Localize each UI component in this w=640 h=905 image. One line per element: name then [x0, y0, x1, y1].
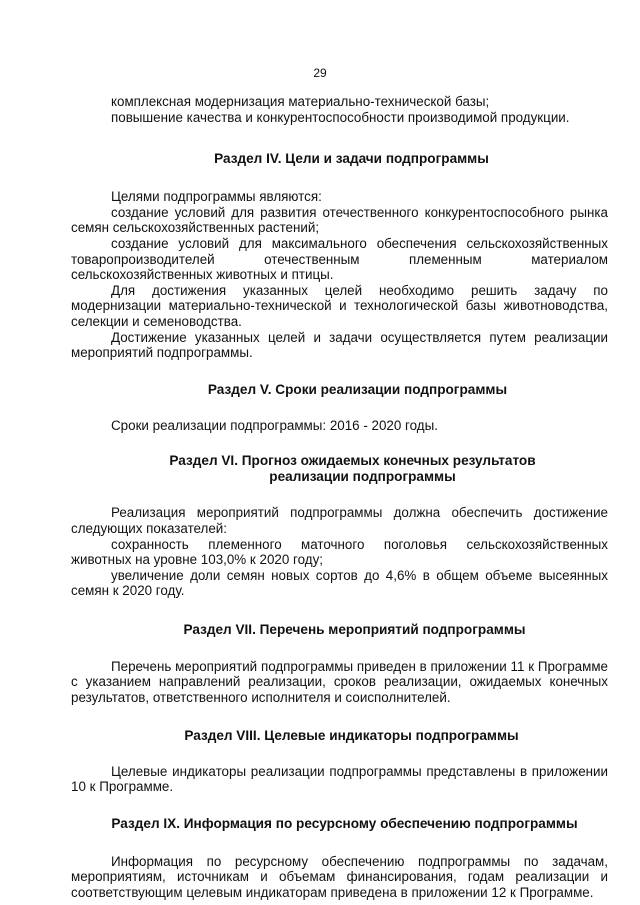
section-8-heading: Раздел VIII. Целевые индикаторы подпрограммы: [184, 727, 519, 743]
section-9-heading: Раздел IX. Информация по ресурсному обеспечению подпрограммы: [111, 815, 578, 831]
section-5-heading: Раздел V. Сроки реализации подпрограммы: [207, 381, 508, 397]
paragraph: Перечень мероприятий подпрограммы приведен в приложении 11 к Программе с указанием направлений реализации, сроков реализации, ожидаемых конечных результатов, ответственного исполнителя и соисполнителей.: [71, 658, 608, 706]
paragraph: Сроки реализации подпрограммы: 2016 - 2020 годы.: [111, 417, 438, 433]
section-7-heading: Раздел VII. Перечень мероприятий подпрограммы: [183, 621, 526, 637]
section-4-heading: Раздел IV. Цели и задачи подпрограммы: [214, 151, 489, 167]
paragraph: Достижение указанных целей и задачи осуществляется путем реализации мероприятий подпрограммы.: [71, 329, 608, 361]
intro-list: [71, 94, 608, 125]
paragraph: создание условий для развития отечественного конкурентоспособного рынка семян сельскохозяйственных растений;: [71, 204, 608, 236]
paragraph: Целями подпрограммы являются:: [111, 189, 322, 205]
paragraph: Для достижения указанных целей необходимо решить задачу по модернизации материально-технической и технологической базы животноводства, селекции и семеноводства.: [71, 282, 608, 329]
paragraph: Реализация мероприятий подпрограммы должна обеспечить достижение следующих показателей:: [71, 505, 608, 536]
section-6-heading: [71, 453, 608, 485]
paragraph: сохранность племенного маточного поголовья сельскохозяйственных животных на уровне 103,0% к 2020 году;: [71, 536, 608, 568]
document-body: [71, 94, 608, 901]
section-6-heading-line: Раздел VI. Прогноз ожидаемых конечных результатов: [169, 453, 536, 469]
intro-line: повышение качества и конкурентоспособности производимой продукции.: [111, 109, 570, 125]
section-7-body: [71, 659, 608, 706]
section-9-body: [71, 854, 608, 901]
page-number: 29: [313, 66, 327, 80]
section-5-body: [71, 418, 608, 434]
section-4-body: [71, 189, 608, 361]
paragraph: увеличение доли семян новых сортов до 4,6% в общем объеме высеянных семян к 2020 году.: [71, 567, 608, 599]
paragraph: создание условий для максимального обеспечения сельскохозяйственных товаропроизводителей отечественным племенным материалом сельскохозяйственных животных и птицы.: [71, 235, 608, 283]
intro-line: комплексная модернизация материально-технической базы;: [111, 94, 490, 109]
paragraph: Целевые индикаторы реализации подпрограммы представлены в приложении 10 к Программе.: [71, 763, 608, 795]
section-6-heading-line: реализации подпрограммы: [269, 469, 456, 485]
section-8-body: [71, 764, 608, 795]
section-6-body: [71, 505, 608, 599]
paragraph: Информация по ресурсному обеспечению подпрограммы по задачам, мероприятиям, источникам и объемам финансирования, годам реализации и соответствующим целевым индикаторам приведена в приложении 12 к Программе.: [71, 853, 608, 901]
